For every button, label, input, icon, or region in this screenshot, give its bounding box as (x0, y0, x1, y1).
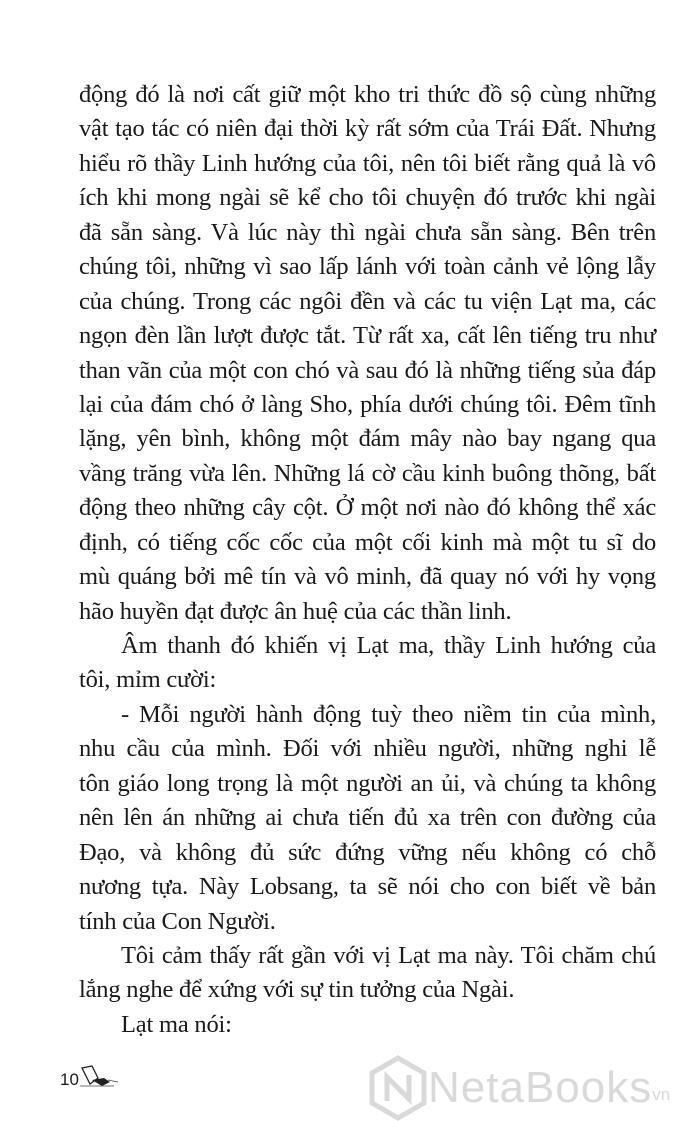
text-line: định, có tiếng cốc cốc của một cối kinh mà một tu sĩ do (79, 528, 656, 556)
watermark (368, 1055, 670, 1121)
text-line: tôi, mỉm cười: (79, 666, 217, 694)
text-line: tính của Con Người. (79, 907, 276, 935)
text-line: Tôi cảm thấy rất gần với vị Lạt ma này. Tôi chăm chú (121, 941, 656, 969)
text-line: vật tạo tác có niên đại thời kỳ rất sớm của Trái Đất. Nhưng (79, 115, 656, 143)
text-line: chúng tôi, những vì sao lấp lánh với toàn cảnh vẻ lộng lẫy (79, 253, 656, 281)
text-line: vầng trăng vừa lên. Những lá cờ cầu kinh buông thõng, bất (79, 459, 656, 487)
text-line: ngọn đèn lần lượt được tắt. Từ rất xa, cất lên tiếng tru như (79, 322, 656, 350)
text-line: động đó là nơi cất giữ một kho tri thức đồ sộ cùng những (79, 81, 656, 108)
text-line: nhu cầu của mình. Đối với nhiều người, những nghi lễ (79, 735, 656, 763)
text-line: nương tựa. Này Lobsang, ta sẽ nói cho con biết về bản (79, 873, 656, 901)
page-ornament-icon (78, 1064, 130, 1090)
text-line: Đạo, và không đủ sức đứng vững nếu không có chỗ (79, 838, 656, 866)
page-number: 10 (60, 1070, 79, 1089)
text-line: lại của đám chó ở làng Sho, phía dưới chúng tôi. Đêm tĩnh (79, 390, 656, 418)
text-line: hiểu rõ thầy Linh hướng của tôi, nên tôi biết rằng quả là vô (79, 149, 656, 177)
text-line: ích khi mong ngài sẽ kể cho tôi chuyện đó trước khi ngài (79, 184, 656, 212)
text-line: Lạt ma nói: (121, 1010, 232, 1038)
watermark-name: NetaBooks (428, 1063, 653, 1112)
watermark-suffix: vn (652, 1085, 671, 1104)
text-line: của chúng. Trong các ngôi đền và các tu viện Lạt ma, các (79, 287, 656, 315)
text-line: lặng, yên bình, không một đám mây nào bay ngang qua (79, 425, 656, 453)
text-line: đã sẵn sàng. Và lúc này thì ngài chưa sẵn sàng. Bên trên (79, 218, 656, 246)
text-line: than vãn của một con chó và sau đó là những tiếng sủa đáp (79, 356, 656, 384)
text-line: tôn giáo long trọng là một người an ủi, và chúng ta không (79, 769, 656, 797)
text-line: lắng nghe để xứng với sự tin tưởng của Ngài. (79, 976, 515, 1004)
book-page-text (79, 78, 656, 1042)
text-line: mù quáng bởi mê tín và vô minh, đã quay nó với hy vọng (79, 563, 656, 591)
text-line: Âm thanh đó khiến vị Lạt ma, thầy Linh hướng của (121, 632, 656, 659)
netabooks-logo-icon (368, 1055, 428, 1121)
text-line: - Mỗi người hành động tuỳ theo niềm tin của mình, (121, 700, 656, 728)
text-line: nên lên án những ai chưa tiến đủ xa trên con đường của (79, 804, 656, 832)
text-line: hão huyền đạt được ân huệ của các thần linh. (79, 597, 512, 625)
text-line: động theo những cây cột. Ở một nơi nào đó không thể xác (79, 494, 656, 522)
